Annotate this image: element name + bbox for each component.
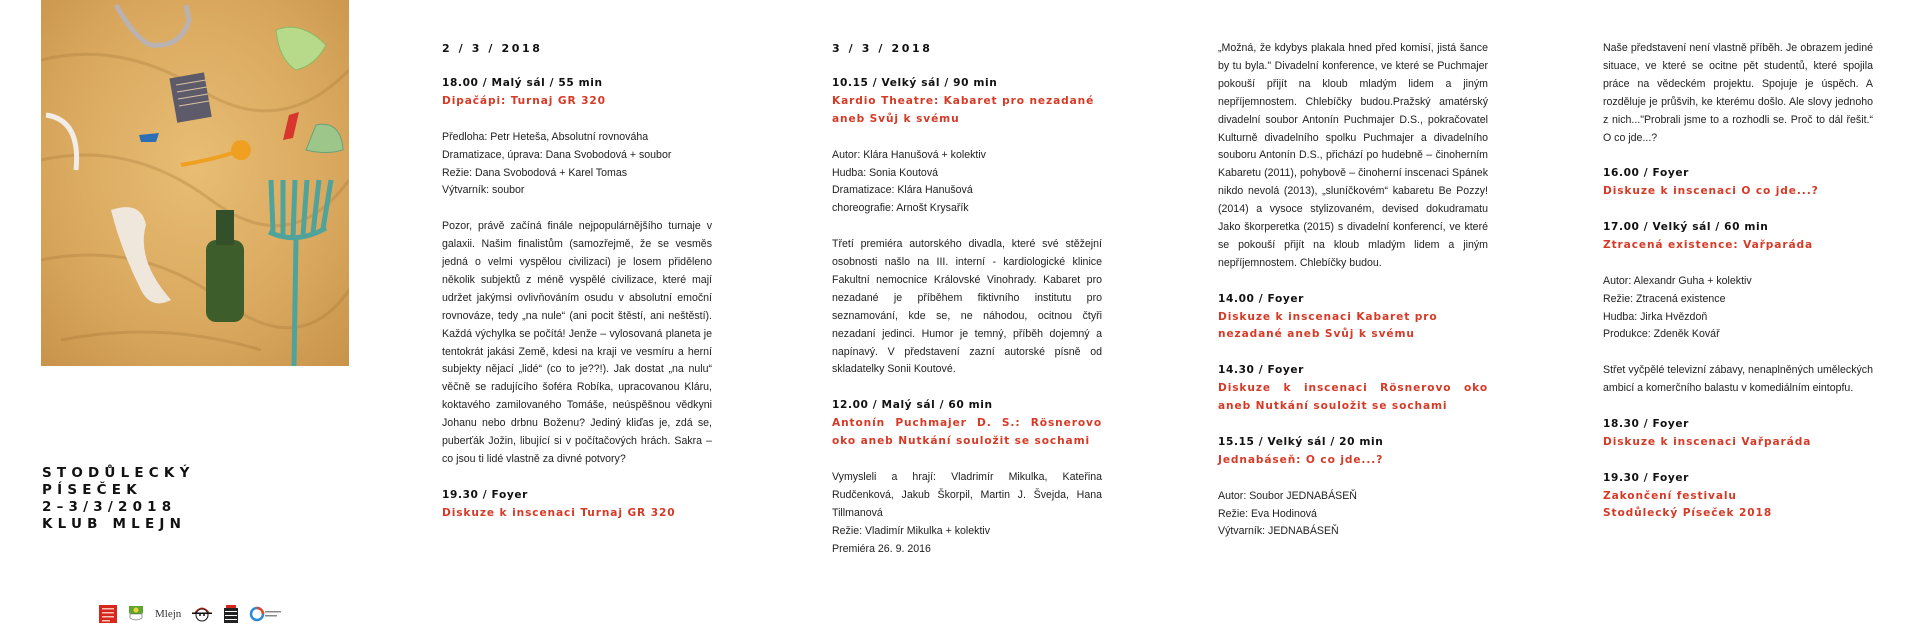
event-title: Diskuze k inscenaci Rösnerovo oko aneb Nutkání souložit se sochami	[1218, 382, 1488, 413]
credit-line: Autor: Alexandr Guha + kolektiv	[1603, 274, 1752, 287]
credit-line: Hudba: Jirka Hvězdoň	[1603, 310, 1708, 323]
circle-logo	[249, 605, 283, 623]
theatre-logo	[223, 605, 239, 623]
credit-line: Autor: Soubor JEDNABÁSEŇ	[1218, 489, 1357, 502]
cover-photo	[41, 0, 349, 366]
festival-title-line: STODŮLECKÝ	[42, 465, 195, 481]
credit-line: Výtvarník: soubor	[442, 184, 525, 197]
credit-line: Výtvarník: JEDNABÁSEŇ	[1218, 525, 1339, 538]
event	[832, 75, 1102, 379]
credit-line: Režie: Vladimír Mikulka + kolektiv	[832, 524, 991, 537]
credit-line: Režie: Ztracená existence	[1603, 292, 1726, 305]
event-time-slot: 14.30 / Foyer	[1218, 364, 1304, 377]
festival-venue: KLUB MLEJN	[42, 516, 187, 532]
stodulky-coat-of-arms-logo	[127, 605, 145, 623]
event-title: Diskuze k inscenaci Kabaret pro nezadané aneb Svůj k svému	[1218, 310, 1438, 341]
event	[1603, 219, 1873, 398]
event-time-slot: 12.00 / Malý sál / 60 min	[832, 399, 993, 412]
event-time-slot: 15.15 / Velký sál / 20 min	[1218, 435, 1384, 448]
event-title: Ztracená existence: Vařparáda	[1603, 238, 1814, 251]
event	[1603, 470, 1873, 524]
event-time-slot: 16.00 / Foyer	[1603, 167, 1689, 180]
mascot-logo	[191, 605, 213, 623]
event	[1218, 434, 1488, 541]
event	[1218, 362, 1488, 416]
event-time-slot: 19.30 / Foyer	[442, 488, 528, 501]
event-credits	[832, 523, 1102, 559]
event-credits	[1603, 273, 1873, 345]
program-column-3	[1218, 40, 1488, 541]
event-title: Diskuze k inscenaci O co jde...?	[1603, 185, 1819, 198]
event	[1603, 165, 1873, 201]
sand-photo-illustration	[41, 0, 349, 366]
prague-district-logo	[99, 605, 117, 623]
event-time-slot: 18.00 / Malý sál / 55 min	[442, 77, 603, 89]
event-time-slot: 10.15 / Velký sál / 90 min	[832, 77, 998, 89]
credit-line: Hudba: Sonia Koutová	[832, 166, 939, 179]
event-title: Diskuze k inscenaci Turnaj GR 320	[442, 506, 676, 519]
event-credits	[832, 147, 1102, 219]
event	[442, 487, 712, 523]
credit-line: Autor: Klára Hanušová + kolektiv	[832, 148, 986, 161]
event-time-slot: 17.00 / Velký sál / 60 min	[1603, 221, 1769, 234]
sponsor-logos	[99, 604, 283, 624]
credit-line: Dramatizace: Klára Hanušová	[832, 184, 973, 197]
event-time-slot: 19.30 / Foyer	[1603, 471, 1689, 484]
credit-line: choreografie: Arnošt Krysařík	[832, 202, 969, 215]
mlejn-logo-text: Mlejn	[155, 608, 182, 620]
day-date: 2 / 3 / 2018	[442, 42, 543, 55]
event-time-slot: 14.00 / Foyer	[1218, 292, 1304, 305]
credit-line: Předloha: Petr Heteša, Absolutní rovnováha	[442, 130, 649, 143]
festival-dates: 2–3/3/2018	[42, 499, 177, 515]
event-credits	[1218, 488, 1488, 542]
event-title: Diskuze k inscenaci Vařparáda	[1603, 435, 1812, 448]
event-description: Třetí premiéra autorského divadla, které své stěžejní osobnosti našlo na III. interní - kardiologické klinice Fakultní nemocnice Královské Vinohrady. Kabaret pro nezadané je příběhem fiktivního institutu pro seznamování, kde se, ne náhodou, ocitnou čtyři nezadaní jedinci. Humor je temný, příběh dojemný a napínavý. V představení zazní autorské písně od skladatelky Sonii Koutové.	[832, 238, 1102, 376]
credit-line: Režie: Dana Svobodová + Karel Tomas	[442, 166, 628, 179]
festival-title-line: PÍSEČEK	[42, 482, 142, 498]
program-column-4	[1603, 40, 1873, 523]
green-bottle	[206, 240, 244, 322]
event-credits	[442, 129, 712, 201]
program-day-1	[442, 40, 712, 523]
event-title: Dipačápi: Turnaj GR 320	[442, 94, 606, 107]
event-description: Střet vyčpělé televizní zábavy, nenaplněných uměleckých ambicí a komerčního balastu v komediálním eintopfu.	[1603, 364, 1873, 395]
event-title-line: Stodůlecký Píseček 2018	[1603, 507, 1773, 520]
credit-line: Dramatizace, úprava: Dana Svobodová + soubor	[442, 148, 672, 161]
event-title: Kardio Theatre: Kabaret pro nezadané aneb Svůj k svému	[832, 94, 1095, 125]
event-title-line: Zakončení festivalu	[1603, 489, 1737, 502]
day-date: 3 / 3 / 2018	[832, 42, 933, 55]
credit-line: Premiéra 26. 9. 2016	[832, 542, 931, 555]
festival-title	[42, 465, 195, 533]
event-credits-text: Vymysleli a hrají: Vladrimír Mikulka, Kateřina Rudčenková, Jakub Škorpil, Martin J. Švejda, Hana Tillmanová	[832, 470, 1102, 519]
event-time-slot: 18.30 / Foyer	[1603, 417, 1689, 430]
event	[1218, 291, 1488, 345]
event-title: Antonín Puchmajer D. S.: Rösnerovo oko aneb Nutkání souložit se sochami	[832, 417, 1102, 448]
event	[832, 397, 1102, 558]
program-day-2	[832, 40, 1102, 558]
event	[1603, 416, 1873, 452]
mlejn-logo	[155, 605, 181, 623]
credit-line: Režie: Eva Hodinová	[1218, 507, 1317, 520]
event	[442, 75, 712, 469]
event-description: Naše představení není vlastně příběh. Je obrazem jediné situace, ve které se ocitne pět studentů, které spojila práce na vědeckém projektu. Spojuje je úspěch. A rozděluje je průšvih, ke kterému došlo. Ale slovy jednoho z nich..."Probrali jsme to a rozhodli se. Proč to dál řešit.“ O co jde...?	[1603, 42, 1873, 144]
orange-lid	[231, 140, 251, 160]
event-title: Jednabáseň: O co jde...?	[1218, 453, 1384, 466]
credit-line: Produkce: Zdeněk Kovář	[1603, 328, 1720, 341]
event-description: „Možná, že kdybys plakala hned před komisí, jistá šance by tu byla." Divadelní konference, ve které se Puchmajer pokouší přijít na kloub mladým lidem a jiným nepříjemnostem. Chlebíčky budou.Pražský amatérský divadelní soubor Antonín Puchmajer D.S., pokračovatel Kulturně divadelního spolku Puchmajer a divadelního souboru Antonín D.S., přichází po hudebně – činoherním Kabaretu (2011), pohybově – činoherní inscenaci Spánek nikdo nevolá (2013), „sluníčkovém“ kabaretu Be Pozzy! (2014) a vysoce stylizovaném, devised dokudramatu Jako škorperetka (2015) s divadelní konferencí, ve které se pokouší přijít na kloub mladým lidem a jiným nepříjemnostem. Chlebíčky budou.	[1218, 42, 1488, 269]
event-description: Pozor, právě začíná finále nejpopulárnějšího turnaje v galaxii. Našim finalistům (samozřejmě, že se vesměs jedná o velmi vyspělou civilizaci) je losem přiděleno několik subjektů z méně vyspělé civilizace, které mají udržet jakýmsi ovlivňováním osudu v absolutní emoční rovnováze, tedy „na nule“ (ani pocit štěstí, ani neštěstí). Každá výchylka se počítá! Jenže – vylosovaná planeta je tentokrát jakási Země, kdesi na kraji ve vesmíru a herní subjekty nějací „lidé“ (co to je??!). Jak dostat „na nulu“ věčně se radujícího šoféra Robíka, upracovanou Kláru, koktavého zamilovaného Tomáše, neúspěšnou vědkyni Johanu nebo drbnu Boženu? Jediný kliďas je, zdá se, puberťák Jožin, libující si v počítačových hrách. Sakra – co jsou ti lidé vlastně za divné potvory?	[442, 220, 712, 465]
